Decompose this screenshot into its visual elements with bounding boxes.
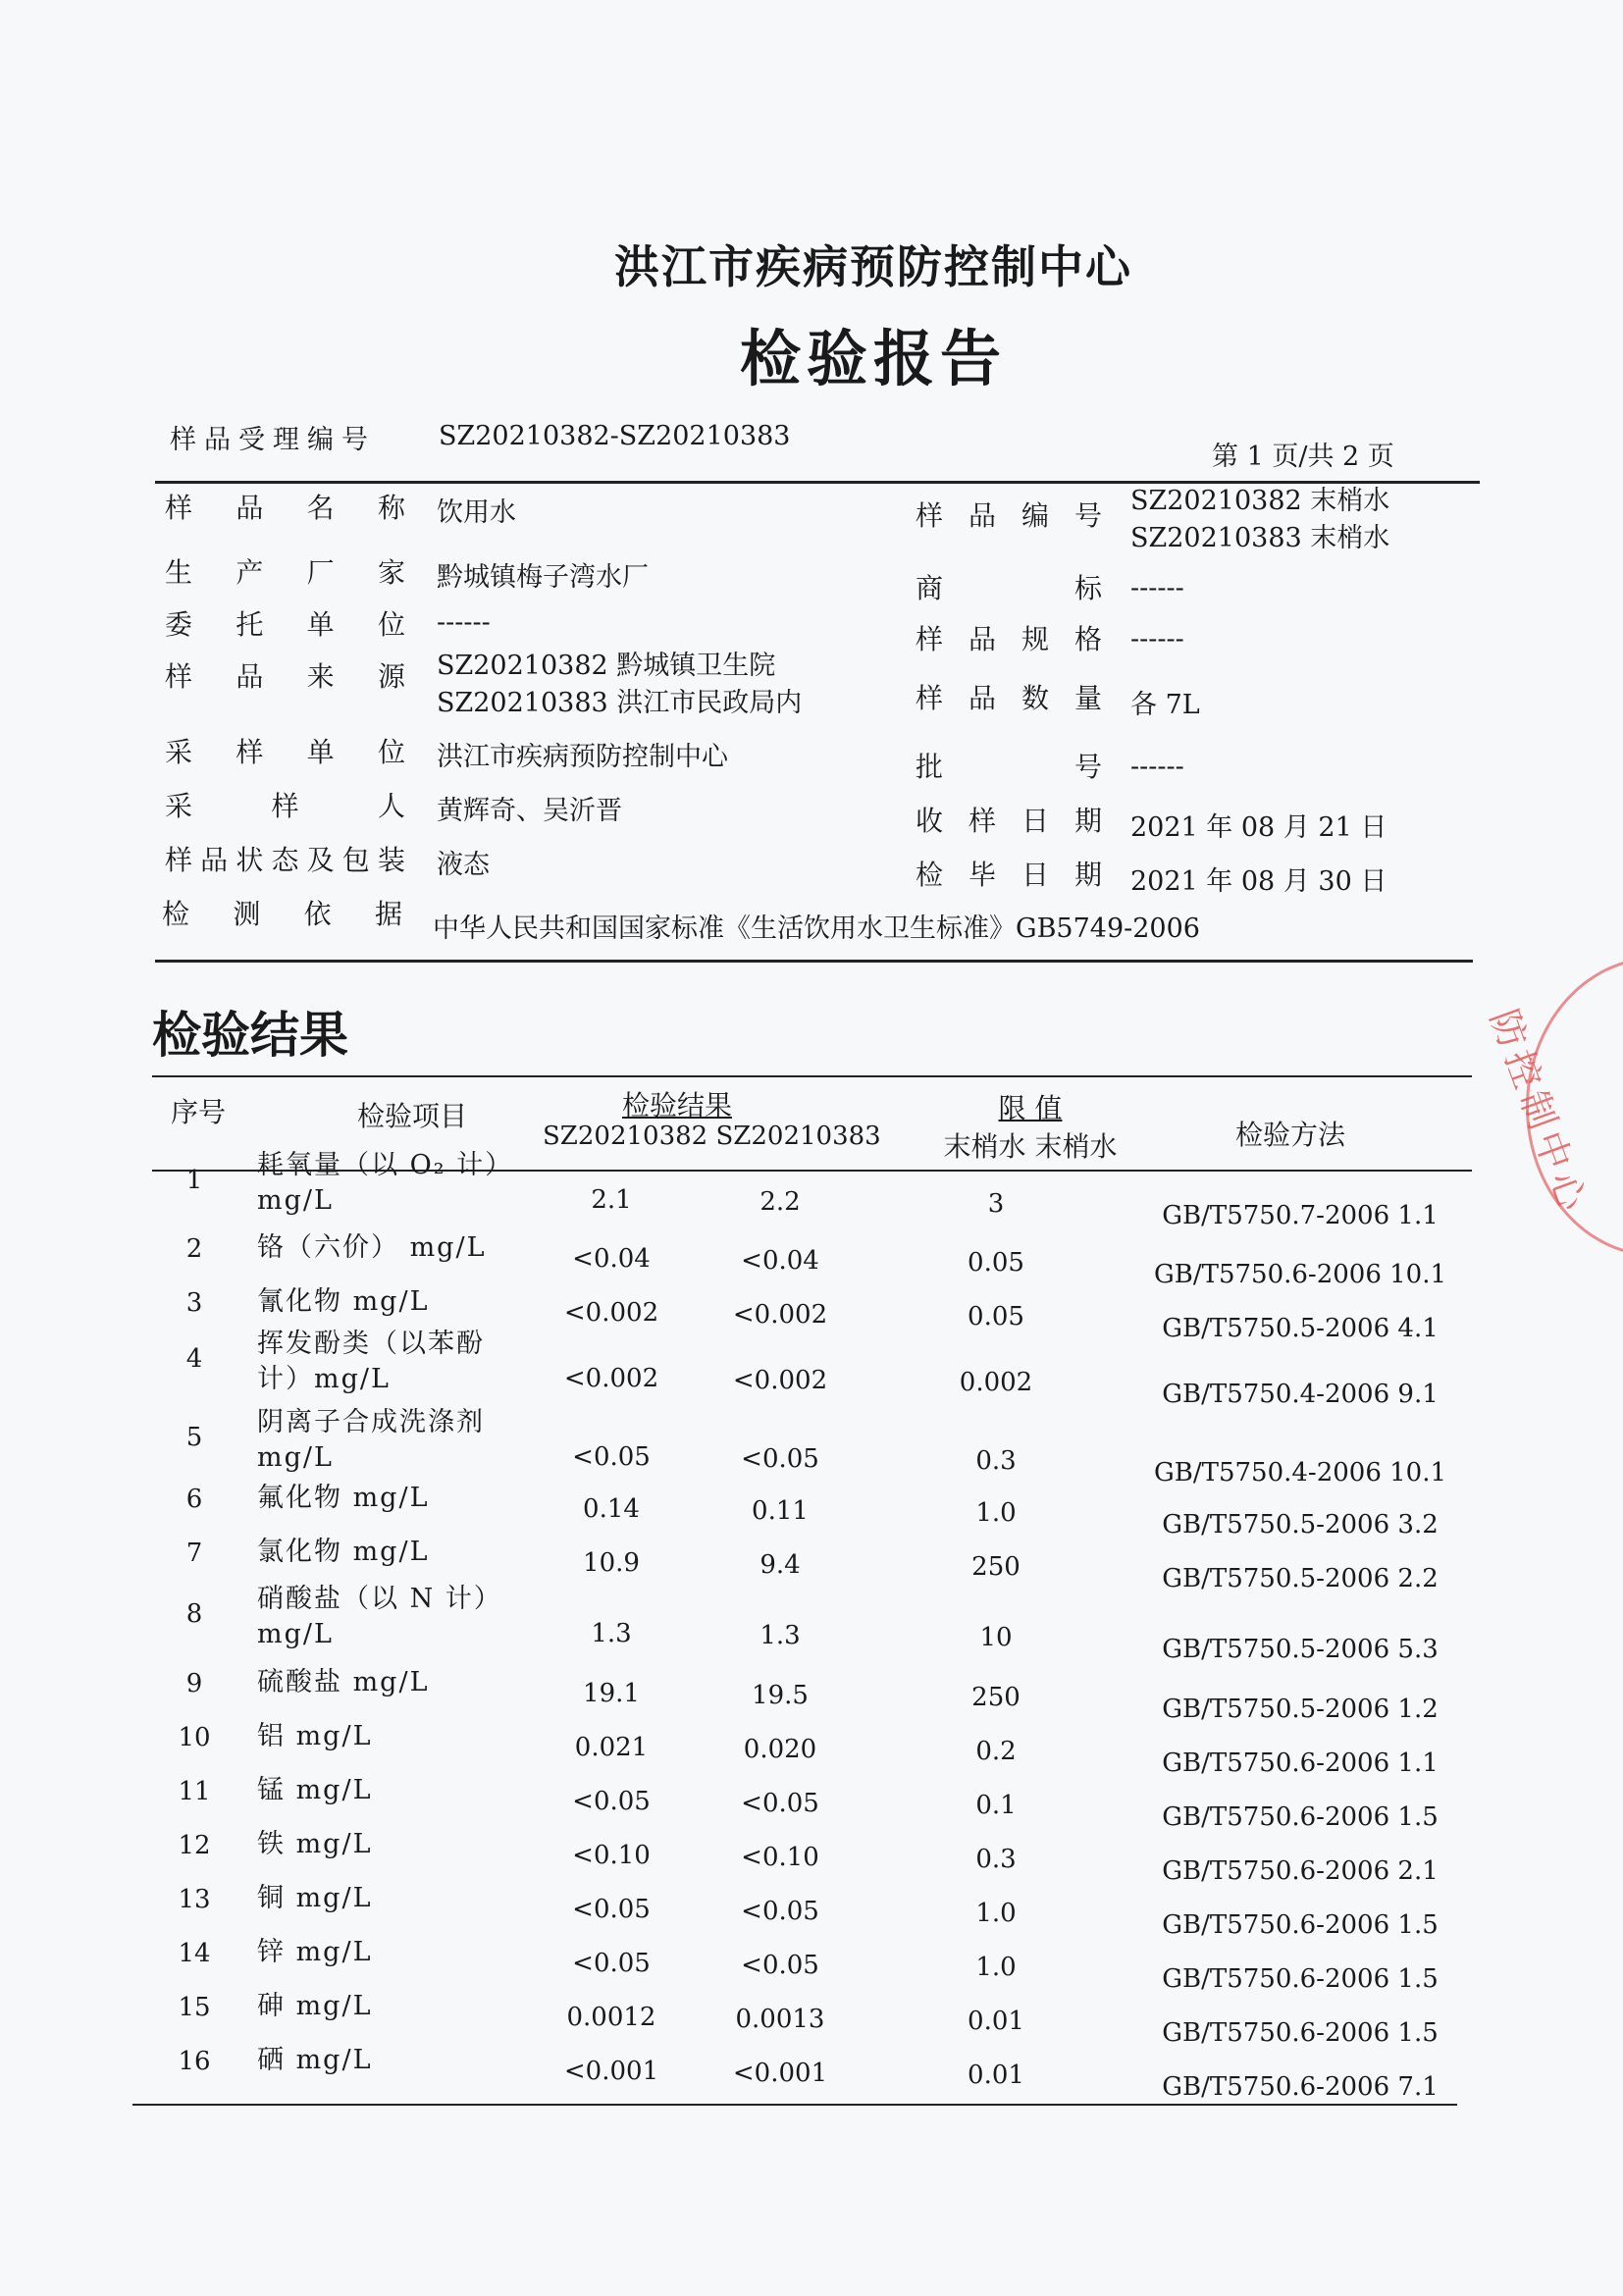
info-label-right: 商 标 <box>916 572 1102 604</box>
row-item: 挥发酚类（以苯酚 <box>257 1329 485 1359</box>
row-result-1: 1.3 <box>591 1619 632 1648</box>
row-result-1: <0.001 <box>563 2057 659 2086</box>
row-limit: 0.05 <box>968 1302 1024 1331</box>
row-item: 硫酸盐 mg/L <box>257 1667 430 1697</box>
row-limit: 1.0 <box>975 1953 1017 1982</box>
info-value-right: 各 7L <box>1130 690 1200 720</box>
row-result-1: 0.14 <box>583 1494 640 1524</box>
org-name: 洪江市疾病预防控制中心 <box>614 240 1132 293</box>
row-item: mg/L <box>257 1185 334 1216</box>
info-label-left: 样 品 状 态 及 包 装 <box>165 844 405 876</box>
row-result-2: <0.002 <box>732 1366 828 1395</box>
row-method: GB/T5750.5-2006 3.2 <box>1162 1510 1439 1539</box>
row-result-1: <0.002 <box>563 1364 659 1393</box>
info-value-left: 黄辉奇、吴沂晋 <box>437 796 622 826</box>
row-item: 氟化物 mg/L <box>257 1483 430 1513</box>
row-result-1: <0.002 <box>563 1298 659 1328</box>
info-value-right: ------ <box>1130 624 1184 654</box>
row-result-2: 2.2 <box>759 1187 801 1217</box>
table-top-rule <box>152 1075 1472 1077</box>
row-limit: 0.1 <box>975 1791 1017 1820</box>
row-result-2: <0.04 <box>741 1246 819 1276</box>
basis-label: 检 测 依 据 <box>162 898 402 930</box>
row-result-1: 0.021 <box>574 1733 649 1762</box>
row-result-2: <0.002 <box>732 1300 828 1330</box>
row-limit: 1.0 <box>975 1498 1017 1528</box>
row-no: 2 <box>185 1234 203 1264</box>
row-limit: 0.05 <box>968 1248 1024 1278</box>
row-result-2: <0.10 <box>741 1843 819 1872</box>
basis-rule <box>155 960 1473 963</box>
row-method: GB/T5750.4-2006 9.1 <box>1162 1380 1439 1409</box>
info-label-left: 生 产 厂 家 <box>165 556 405 589</box>
row-item: 砷 mg/L <box>257 1991 373 2021</box>
row-limit: 0.3 <box>975 1446 1017 1476</box>
row-result-1: <0.04 <box>572 1244 651 1274</box>
row-item: 硒 mg/L <box>257 2045 373 2075</box>
row-no: 3 <box>185 1288 203 1318</box>
row-result-2: 0.11 <box>752 1496 809 1526</box>
row-result-2: <0.05 <box>741 1444 819 1474</box>
row-result-1: 0.0012 <box>566 2003 656 2032</box>
row-limit: 250 <box>971 1552 1021 1582</box>
row-result-1: 10.9 <box>583 1548 640 1578</box>
info-label-right: 检 毕 日 期 <box>916 859 1102 891</box>
info-value-left: 黔城镇梅子湾水厂 <box>437 562 649 593</box>
row-item: 铝 mg/L <box>257 1721 373 1751</box>
info-label-left: 样 品 名 称 <box>165 492 405 524</box>
row-item: 计）mg/L <box>257 1364 391 1394</box>
row-item: 锌 mg/L <box>257 1937 373 1967</box>
row-item: 耗氧量（以 O₂ 计） <box>257 1150 514 1180</box>
info-value-right: SZ20210382 末梢水 <box>1130 486 1390 516</box>
row-method: GB/T5750.6-2006 2.1 <box>1162 1856 1439 1886</box>
info-label-left: 采 样 单 位 <box>165 736 405 768</box>
info-value-right: ------ <box>1130 752 1184 782</box>
table-bottom-rule <box>132 2104 1457 2106</box>
row-limit: 250 <box>971 1683 1021 1712</box>
row-method: GB/T5750.6-2006 1.5 <box>1162 2018 1439 2048</box>
row-item: 硝酸盐（以 N 计） <box>257 1584 502 1614</box>
row-no: 5 <box>185 1423 203 1452</box>
row-method: GB/T5750.5-2006 2.2 <box>1162 1564 1439 1593</box>
row-result-2: 9.4 <box>759 1550 801 1580</box>
row-limit: 0.01 <box>968 2061 1024 2090</box>
row-method: GB/T5750.5-2006 5.3 <box>1162 1635 1439 1664</box>
row-item: mg/L <box>257 1442 334 1473</box>
info-label-right: 批 号 <box>916 751 1102 783</box>
info-label-right: 样 品 数 量 <box>916 682 1102 714</box>
row-limit: 10 <box>979 1623 1013 1652</box>
row-result-2: <0.05 <box>741 1951 819 1980</box>
row-result-2: 1.3 <box>759 1621 801 1650</box>
row-no: 11 <box>178 1777 211 1806</box>
seal-text: 防控制中心 <box>1482 1004 1597 1222</box>
th-result-sub: SZ20210382 SZ20210383 <box>543 1122 881 1151</box>
info-value-right: ------ <box>1130 573 1184 603</box>
row-item: 铜 mg/L <box>257 1883 373 1913</box>
info-value-left: SZ20210382 黔城镇卫生院 <box>437 651 776 681</box>
row-no: 7 <box>185 1539 203 1568</box>
basis-value: 中华人民共和国国家标准《生活饮用水卫生标准》GB5749-2006 <box>433 913 1200 944</box>
info-value-right: 2021 年 08 月 21 日 <box>1130 812 1387 843</box>
info-label-left: 委 托 单 位 <box>165 608 405 641</box>
row-result-2: 0.0013 <box>735 2005 825 2034</box>
row-result-1: 19.1 <box>583 1679 640 1708</box>
row-result-1: <0.05 <box>572 1895 651 1924</box>
row-item: 阴离子合成洗涤剂 <box>257 1407 485 1437</box>
th-no: 序号 <box>170 1096 226 1128</box>
row-limit: 0.3 <box>975 1845 1017 1874</box>
row-limit: 3 <box>987 1189 1005 1219</box>
report-title: 检验报告 <box>739 323 1007 394</box>
row-no: 8 <box>185 1599 203 1629</box>
row-item: 铬（六价） mg/L <box>257 1232 487 1263</box>
accept-no-label: 样品受理编号 <box>170 425 376 455</box>
row-result-2: <0.001 <box>732 2059 828 2088</box>
info-label-left: 样 品 来 源 <box>165 660 405 693</box>
row-method: GB/T5750.5-2006 1.2 <box>1162 1695 1439 1724</box>
row-item: 氯化物 mg/L <box>257 1537 430 1567</box>
row-item: 氰化物 mg/L <box>257 1286 430 1317</box>
row-limit: 0.002 <box>959 1368 1033 1397</box>
row-method: GB/T5750.5-2006 4.1 <box>1162 1314 1439 1343</box>
info-value-left: SZ20210383 洪江市民政局内 <box>437 688 803 718</box>
row-no: 14 <box>178 1939 211 1968</box>
row-item: 铁 mg/L <box>257 1829 373 1859</box>
th-method: 检验方法 <box>1234 1119 1345 1151</box>
row-method: GB/T5750.6-2006 1.5 <box>1162 1964 1439 1994</box>
info-label-right: 样 品 规 格 <box>916 623 1102 655</box>
info-label-right: 样 品 编 号 <box>916 499 1102 532</box>
row-result-2: <0.05 <box>741 1897 819 1926</box>
row-result-1: <0.05 <box>572 1949 651 1978</box>
info-value-right: 2021 年 08 月 30 日 <box>1130 866 1387 897</box>
row-no: 4 <box>185 1344 203 1374</box>
info-label-left: 采 样 人 <box>165 790 405 822</box>
row-no: 12 <box>178 1831 211 1860</box>
row-result-1: <0.05 <box>572 1787 651 1816</box>
row-result-1: 2.1 <box>591 1185 632 1215</box>
th-limit-sub: 末梢水 末梢水 <box>943 1130 1118 1163</box>
th-limit: 限 值 <box>998 1092 1063 1124</box>
row-method: GB/T5750.6-2006 1.5 <box>1162 1802 1439 1832</box>
row-limit: 0.2 <box>975 1737 1017 1766</box>
row-no: 6 <box>185 1485 203 1514</box>
row-no: 1 <box>185 1166 203 1195</box>
results-title: 检验结果 <box>152 1006 348 1064</box>
row-method: GB/T5750.6-2006 7.1 <box>1162 2072 1439 2102</box>
row-no: 16 <box>178 2047 211 2076</box>
info-value-left: 洪江市疾病预防控制中心 <box>437 742 728 772</box>
th-item: 检验项目 <box>356 1100 467 1132</box>
row-method: GB/T5750.7-2006 1.1 <box>1162 1201 1439 1230</box>
th-result: 检验结果 <box>621 1089 732 1122</box>
row-limit: 0.01 <box>968 2007 1024 2036</box>
row-method: GB/T5750.6-2006 1.5 <box>1162 1910 1439 1940</box>
row-method: GB/T5750.6-2006 1.1 <box>1162 1748 1439 1778</box>
row-result-2: 19.5 <box>752 1681 809 1710</box>
info-label-right: 收 样 日 期 <box>916 805 1102 837</box>
page-info: 第 1 页/共 2 页 <box>1212 442 1394 472</box>
info-value-left: 饮用水 <box>437 497 516 528</box>
info-value-left: 液态 <box>437 850 490 880</box>
row-method: GB/T5750.6-2006 10.1 <box>1153 1260 1447 1289</box>
row-no: 10 <box>178 1723 211 1752</box>
row-limit: 1.0 <box>975 1899 1017 1928</box>
row-item: 锰 mg/L <box>257 1775 373 1805</box>
row-result-1: <0.05 <box>572 1442 651 1472</box>
accept-no-value: SZ20210382-SZ20210383 <box>439 421 791 451</box>
row-method: GB/T5750.4-2006 10.1 <box>1153 1458 1447 1487</box>
row-no: 9 <box>185 1669 203 1698</box>
info-value-left: ------ <box>437 607 491 638</box>
row-result-2: 0.020 <box>743 1735 817 1764</box>
row-item: mg/L <box>257 1619 334 1649</box>
info-value-right: SZ20210383 末梢水 <box>1130 523 1390 553</box>
row-result-1: <0.10 <box>572 1841 651 1870</box>
row-no: 15 <box>178 1993 211 2022</box>
row-result-2: <0.05 <box>741 1789 819 1818</box>
row-no: 13 <box>178 1885 211 1914</box>
